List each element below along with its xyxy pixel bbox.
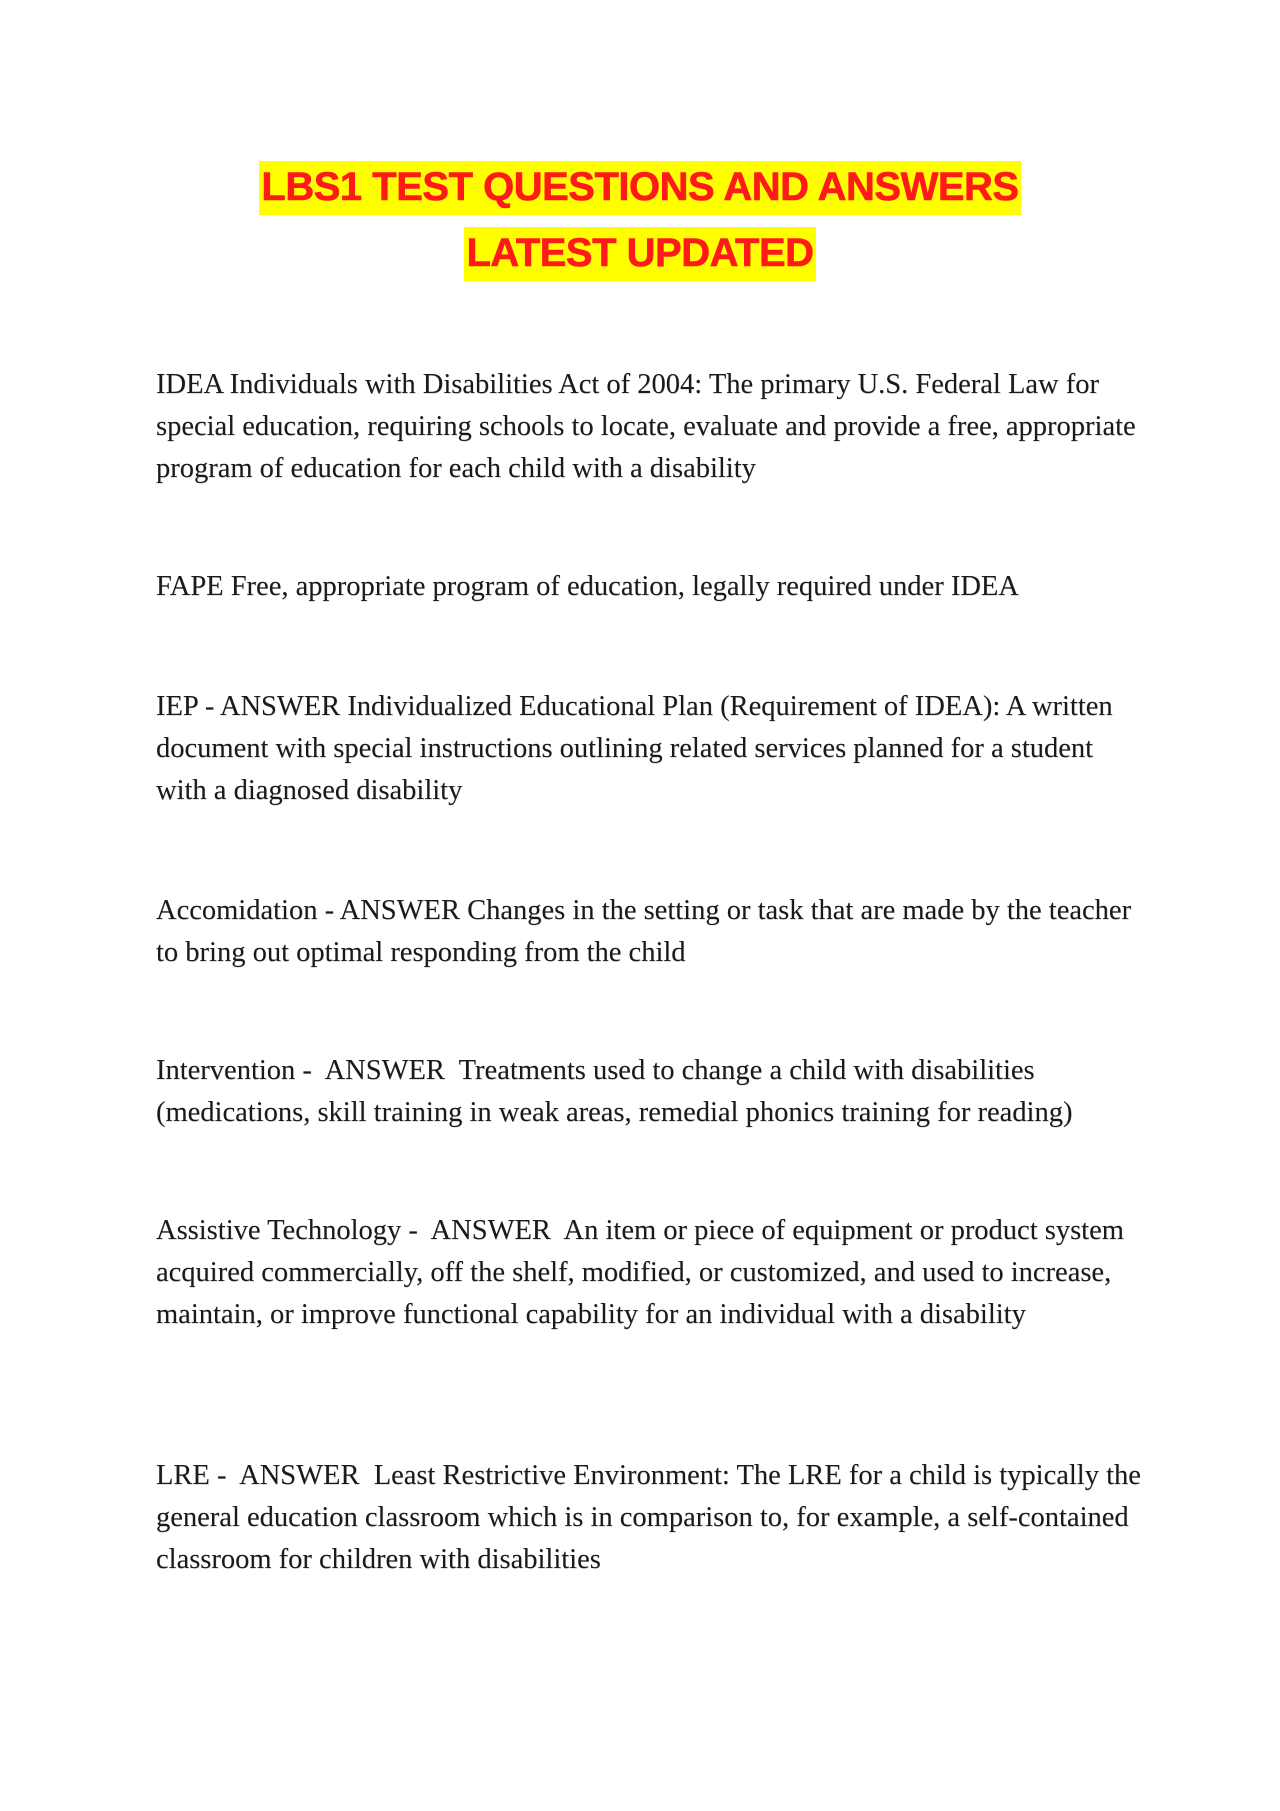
title-line-1-text: LBS1 TEST QUESTIONS AND ANSWERS: [259, 161, 1020, 215]
title-line-2: [0, 220, 1280, 286]
title-line-2-text: LATEST UPDATED: [464, 227, 815, 281]
document-title: [0, 154, 1280, 286]
title-line-1: [0, 154, 1280, 220]
entry-idea: IDEA Individuals with Disabilities Act of 2004: The primary U.S. Federal Law for special education, requiring schools to locate, evaluate and provide a free, appropriate program of education for each child with a disability: [156, 369, 1143, 484]
entry-accomidation: Accomidation - ANSWER Changes in the setting or task that are made by the teacher to bring out optimal responding from the child: [156, 895, 1139, 968]
entry-intervention: Intervention - ANSWER Treatments used to change a child with disabilities (medications, skill training in weak areas, remedial phonics training for reading): [156, 1055, 1073, 1128]
entry-assistive-technology: Assistive Technology - ANSWER An item or piece of equipment or product system acquired commercially, off the shelf, modified, or customized, and used to increase, maintain, or improve functional capability for an individual with a disability: [156, 1215, 1132, 1330]
entry-fape: FAPE Free, appropriate program of education, legally required under IDEA: [156, 571, 1019, 602]
entry-iep: IEP - ANSWER Individualized Educational Plan (Requirement of IDEA): A written document with special instructions outlining related services planned for a student with a diagnosed disability: [156, 691, 1120, 806]
entry-lre: LRE - ANSWER Least Restrictive Environment: The LRE for a child is typically the general education classroom which is in comparison to, for example, a self-contained classroom for children with disabilities: [156, 1460, 1149, 1575]
